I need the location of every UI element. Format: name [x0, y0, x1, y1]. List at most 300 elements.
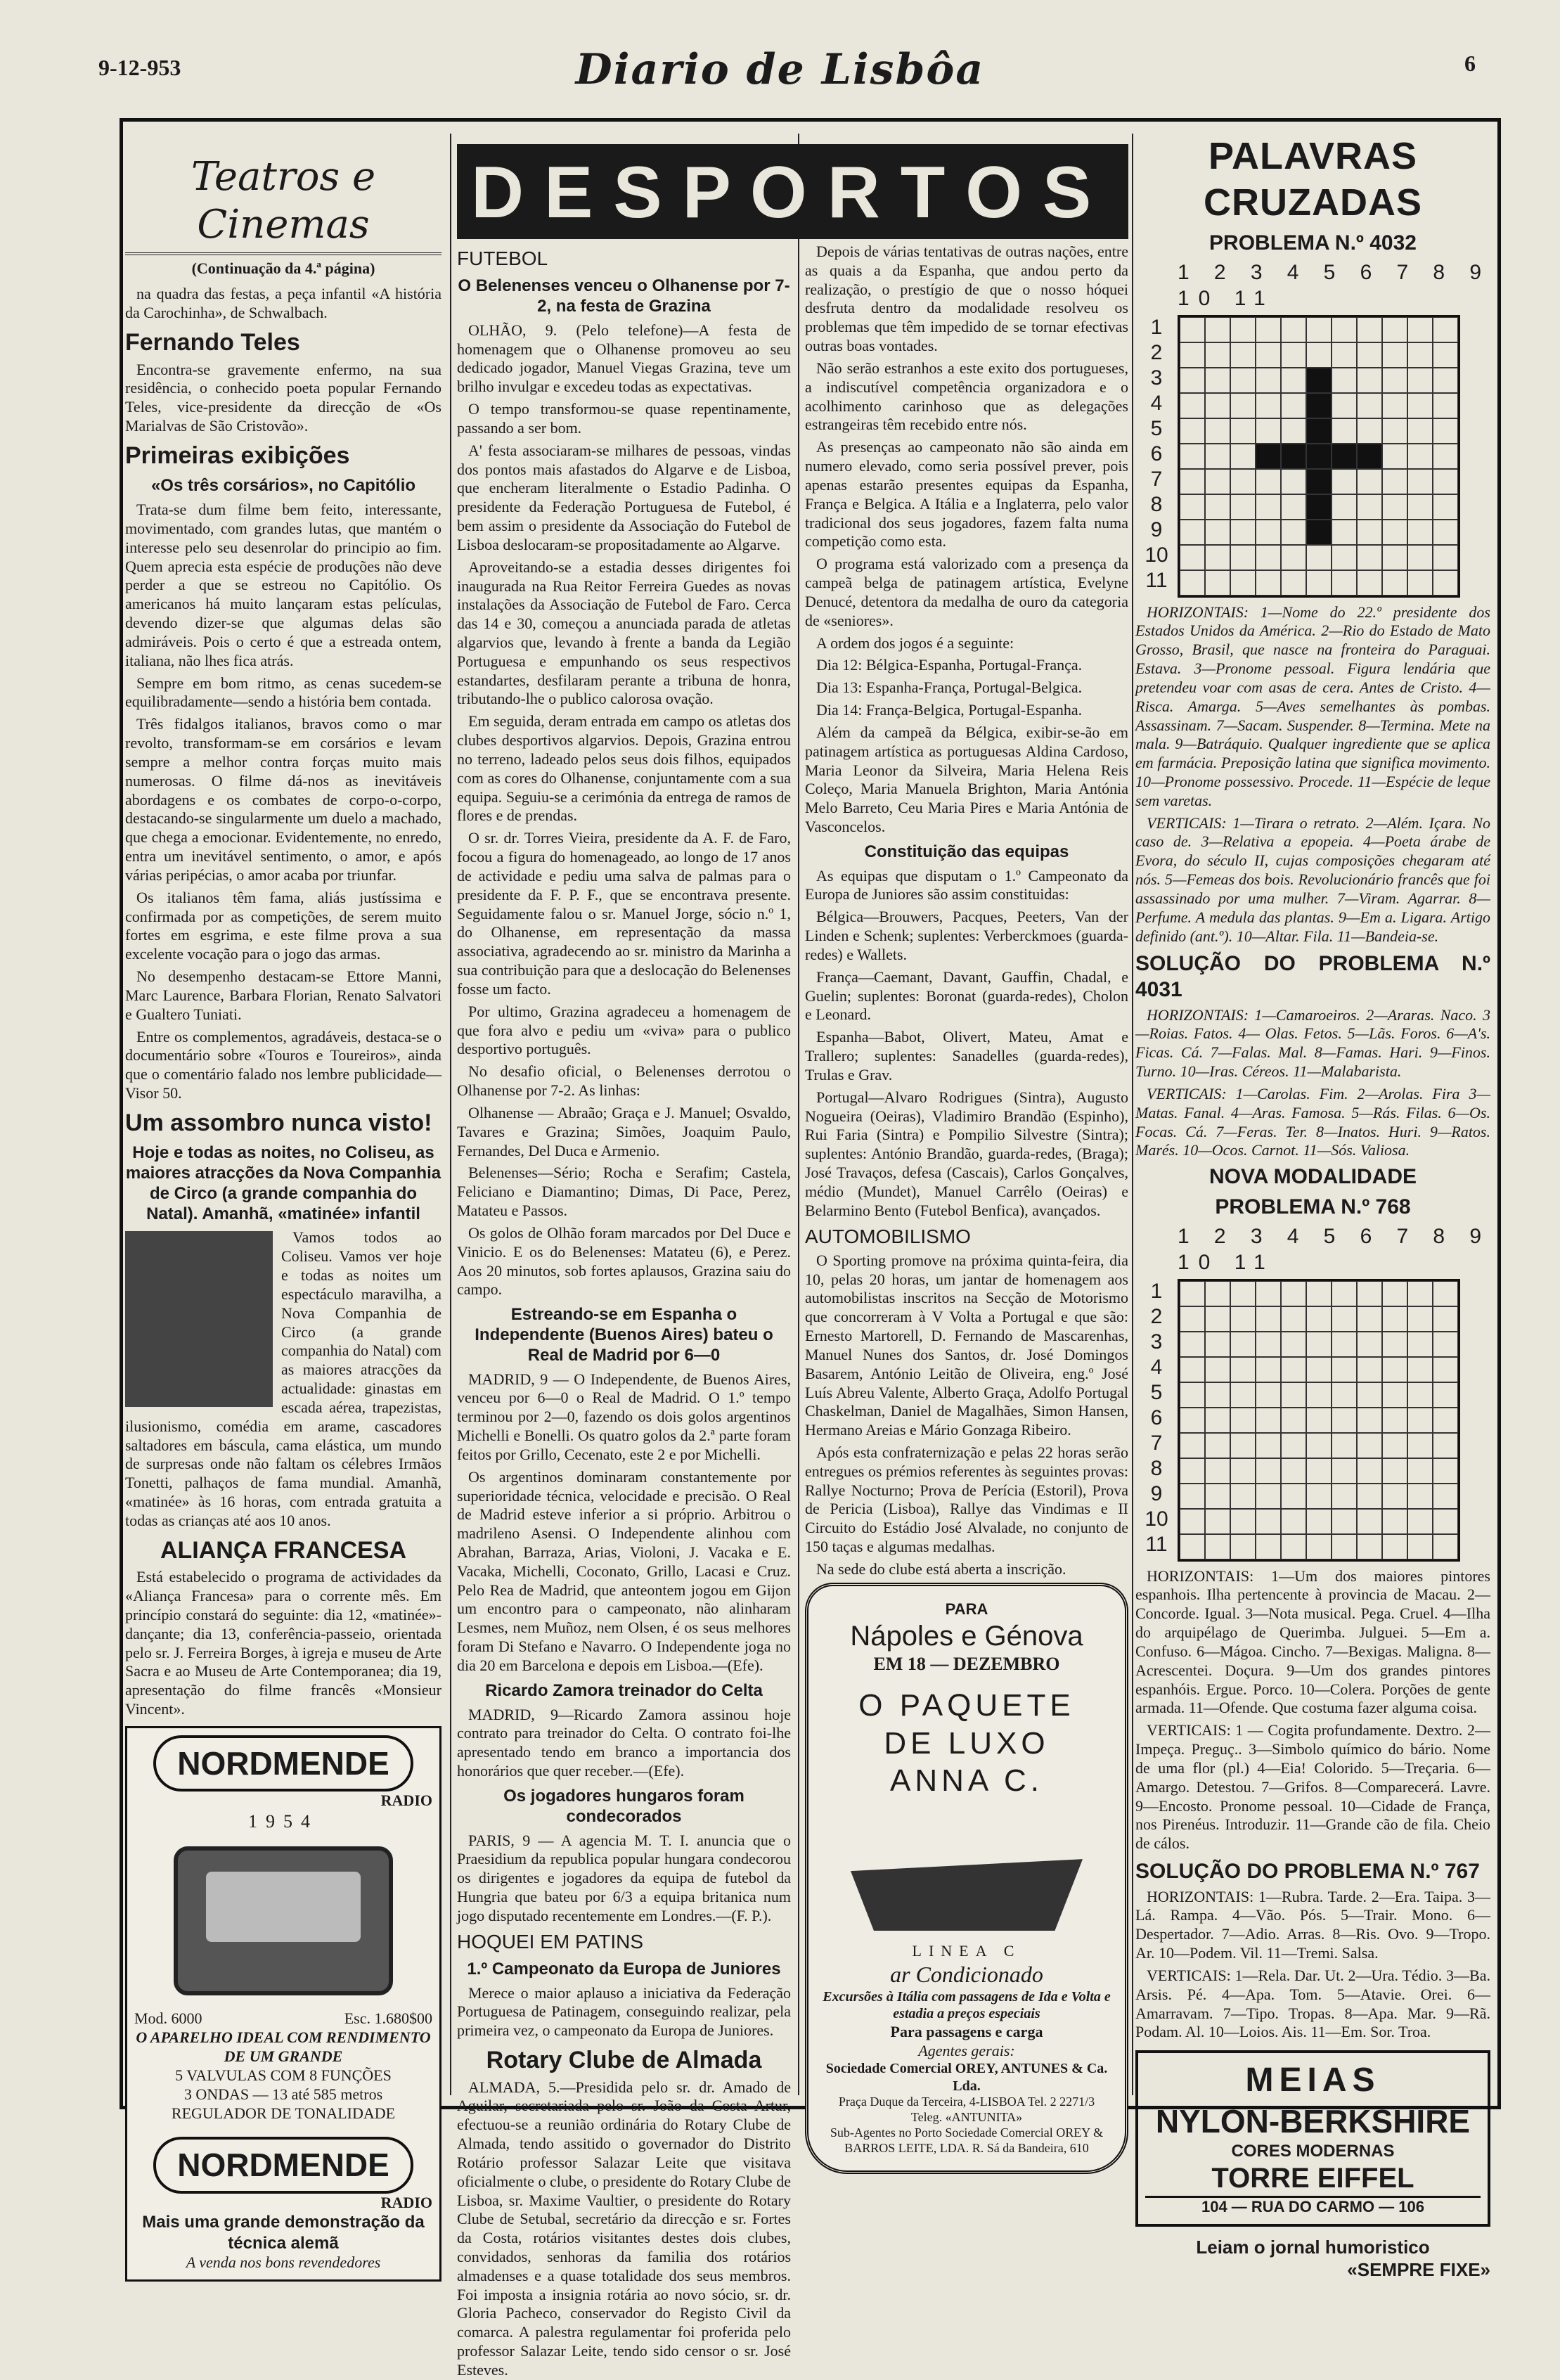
grid-row-number: 11	[1145, 568, 1168, 592]
grid-cell	[1180, 1433, 1205, 1458]
grid-cell	[1180, 393, 1205, 418]
grid-cell	[1281, 1382, 1306, 1408]
ad-text: DE LUXO	[884, 1725, 1050, 1761]
issue-date: 9-12-953	[98, 55, 181, 80]
anna-c-ad	[805, 1583, 1128, 2174]
grid-cell	[1433, 1408, 1458, 1433]
grid-cell	[1433, 570, 1458, 596]
footer-text: Leiam o jornal humoristico	[1196, 2236, 1430, 2258]
grid-cell	[1256, 1534, 1281, 1559]
grid-cell	[1357, 1458, 1382, 1484]
grid-cell	[1180, 1509, 1205, 1534]
grid-cell	[1433, 1382, 1458, 1408]
paragraph: Merece o maior aplauso a iniciativa da Federação Portuguesa de Patinagem, conseguindo realizar, pela primeira vez, o campeonato da Europa de Juniores.	[457, 1983, 791, 2040]
grid-cell	[1433, 469, 1458, 494]
grid-cell	[1382, 444, 1407, 469]
grid-cell	[1382, 1382, 1407, 1408]
grid-cell	[1357, 1382, 1382, 1408]
grid-cell	[1332, 418, 1357, 444]
grid-cell	[1332, 570, 1357, 596]
paragraph: O sr. dr. Torres Vieira, presidente da A. F. de Faro, focou a figura do homenageado, ao longo de 17 anos de actividade e pediu uma salva de palmas para o presidente da F. P. F., que se encontrava presente. Seguidamente falou o sr. Manuel Jorge, sócio n.º 1, do Olhanense, em representação da massa associativa, agradecendo ao sr. ministro da Marinha a sua contribuição para que a deslocação do Belenenses fosse um facto.	[457, 829, 791, 998]
grid-cell	[1357, 342, 1382, 368]
paragraph: Está estabelecido o programa de actividades da «Aliança Francesa» para o corrente mês. Em princípio constará do seguinte: dia 12, «matinée»-dançante; dia 13, conferência-passeio, orientada pelo sr. J. Ferreira Borges, à igreja e museu de Arte Sacra e ao Museu de Arte Contemporanea; dia 19, apresentação do filme francês «Monsieur Vincent».	[125, 1568, 441, 1718]
paragraph: Aproveitando-se a estadia desses dirigentes foi inaugurada na Rua Reitor Ferreira Guedes as novas instalações da Associação de Futebol de Faro. Cerca das 14 e 30, começou a anunciada parada de atletas algarvios que, levando à frente a banda da Legião Portuguesa e empunhando os seus respectivos estandartes, desfilaram perante a tribuna de honra, tributando-lhe o publico calorosa ovação.	[457, 558, 791, 708]
headline: O Belenenses venceu o Olhanense por 7-2, na festa de Grazina	[458, 276, 790, 316]
grid-cell	[1382, 1408, 1407, 1433]
grid-cell	[1180, 368, 1205, 393]
grid-row-numbers	[1135, 315, 1178, 593]
grid-cell	[1205, 1332, 1230, 1357]
ad-text: Praça Duque da Terceira, 4-LISBOA Tel. 2 2271/3 Teleg. «ANTUNITA»	[838, 2095, 1095, 2125]
grid-cell	[1382, 1281, 1407, 1306]
paragraph: Entre os complementos, agradáveis, destaca-se o documentário sobre «Touros e Toureiros», ainda que o comentário falado nos lembre publicidade—Visor 50.	[125, 1027, 441, 1102]
grid-cell	[1407, 545, 1433, 570]
grid-cell	[1433, 494, 1458, 520]
paragraph: Os argentinos dominaram constantemente por superioridade técnica, velocidade e precisão. O Real de Madrid esteve inferior a si próprio. Arbitrou o madrileno Asensi. O Independente alinhou com Abrahan, Barraza, Arias, Violoni, J. Vacaka e E. Vacaka, Michelli, Coconato, Grillo, Lacasi e Cruz. Pelo Rea de Madrid, que anteontem jogou em Gijon um encontro para o campeonato, não alinharam Lesmes, nem Muñoz, nem Olsen, é os seus melhores foram Di Stefano e Navarro. O Independente joga no dia 20 em Barcelona e depois em Lisboa.—(Efe).	[457, 1467, 791, 1674]
grid-cell	[1256, 418, 1281, 444]
ad-text: ar Condicionado	[890, 1961, 1043, 1987]
grid-cell	[1357, 1357, 1382, 1382]
paragraph: O tempo transformou-se quase repentinamente, passando a ser bom.	[457, 400, 791, 437]
grid-cell	[1332, 1357, 1357, 1382]
grid-row-numbers	[1135, 1279, 1178, 1557]
ad-text: CORES MODERNAS	[1231, 2141, 1395, 2161]
clues: VERTICAIS: 1 — Cogita profundamente. Dextro. 2—Impeça. Preguç.. 3—Simbolo químico do bário. Nome de uma flor (pl.) 4—Eia! Colorido. 5—Treçaria. 6—Amargo. Detestou. 7—Grifos. 8—Comparecerá. Lavre. 9—Encosto. Pronome pessoal. 10—Cidade de França, nos Pirenéus. Introduzir. 11—Grande cão de fila. Cheio de cálos.	[1135, 1721, 1490, 1853]
grid-cell	[1256, 317, 1281, 342]
grid-cell	[1357, 368, 1382, 393]
grid-cell	[1281, 545, 1306, 570]
grid-row-number: 7	[1150, 467, 1163, 491]
paragraph: Dia 13: Espanha-França, Portugal-Belgica.	[816, 678, 1083, 697]
banner-text: D E S P O R T O S	[471, 152, 1092, 233]
grid-cell	[1306, 570, 1332, 596]
grid-row-number: 10	[1145, 1507, 1168, 1531]
grid-cell	[1256, 1281, 1281, 1306]
crossword-grid-1	[1135, 315, 1490, 598]
section-label: FUTEBOL	[457, 247, 548, 269]
solution: VERTICAIS: 1—Rela. Dar. Ut. 2—Ura. Tédio. 3—Ba. Arsis. Pé. 4—Apa. Tom. 5—Atavie. Orei. 6—Amarravam. 7—Tipo. Tropas. 8—Apa. Mar. 9—Rã. Podam. Al. 10—Loios. Ais. 11—Em. Sor. Troa.	[1135, 1966, 1490, 2041]
grid-cell	[1256, 368, 1281, 393]
grid-row-number: 10	[1145, 543, 1168, 567]
grid-cell	[1180, 342, 1205, 368]
grid-cell	[1407, 520, 1433, 545]
paragraph: Espanha—Babot, Olivert, Mateu, Amat e Trallero; suplentes: Sanadelles (guarda-redes), Trulas e Grav.	[805, 1028, 1128, 1083]
grid-cell	[1357, 1306, 1382, 1332]
circus-photo	[125, 1231, 273, 1407]
grid-cell	[1407, 1458, 1433, 1484]
grid-cell	[1256, 1382, 1281, 1408]
grid-cell	[1433, 393, 1458, 418]
desportos-banner	[457, 144, 1128, 239]
grid-row-number: 3	[1150, 1330, 1163, 1353]
ad-text: 3 ONDAS — 13 até 585 metros	[183, 2085, 383, 2103]
paragraph: Após esta confraternização e pelas 22 horas serão entregues os prémios referentes às seguintes provas: Rallye Nocturno; Prova de Perícia (Estoril), Prova de Pericia (Lisboa), Rallye das Vindimas e II Circuito do Estádio José Alvalade, no conjunto de 150 taças e algumas medalhas.	[805, 1443, 1128, 1556]
ad-text: MEIAS	[1245, 2061, 1381, 2099]
grid-cell	[1357, 1534, 1382, 1559]
column-rule	[1132, 134, 1133, 2095]
grid-cell	[1281, 1306, 1306, 1332]
grid-cell	[1230, 494, 1256, 520]
headline: Ricardo Zamora treinador do Celta	[485, 1680, 763, 1700]
grid-cell	[1256, 1357, 1281, 1382]
grid-cell	[1205, 1458, 1230, 1484]
grid-cell	[1433, 1484, 1458, 1509]
ad-text: ANNA C.	[889, 1763, 1044, 1799]
grid-row-number: 1	[1150, 315, 1163, 339]
paragraph: Sempre em bom ritmo, as cenas sucedem-se equilibradamente—sendo a história bem contada.	[125, 674, 441, 711]
meias-ad	[1135, 2050, 1490, 2227]
grid-cell	[1306, 1484, 1332, 1509]
page-number: 6	[1464, 51, 1476, 76]
ad-text: LINEA C	[912, 1942, 1021, 1960]
grid-cell	[1256, 469, 1281, 494]
grid-cell	[1332, 1484, 1357, 1509]
ad-text: Nápoles e Génova	[850, 1620, 1083, 1652]
grid-cell	[1306, 1357, 1332, 1382]
subheadline: Hoje e todas as noites, no Coliseu, as maiores atracções da Nova Companhia de Circo (a grande companhia do Natal). Amanhã, «matinée» infantil	[125, 1143, 441, 1223]
grid-cell	[1407, 1534, 1433, 1559]
grid-cell	[1332, 1382, 1357, 1408]
grid-cell	[1180, 469, 1205, 494]
grid-cell	[1357, 444, 1382, 469]
grid-cell	[1382, 494, 1407, 520]
grid-cell	[1382, 1357, 1407, 1382]
paragraph: PARIS, 9 — A agencia M. T. I. anuncia que o Praesidium da republica popular hungara condecorou os dirigentes e jogadores da equipa de futebol da Hungria que bateu por 6/3 a equipa britanica num jogo disputado recentemente em Londres.—(F. P.).	[457, 1831, 791, 1924]
grid-row-number: 3	[1150, 366, 1163, 390]
grid-cell	[1357, 1484, 1382, 1509]
grid-cell	[1332, 1332, 1357, 1357]
grid-cell	[1230, 520, 1256, 545]
section-label: AUTOMOBILISMO	[805, 1225, 971, 1247]
ad-text: 104 — RUA DO CARMO — 106	[1145, 2196, 1481, 2217]
subheadline: «Os três corsários», no Capitólio	[150, 476, 416, 496]
grid-cell	[1281, 1534, 1306, 1559]
grid-column-numbers: 1 2 3 4 5 6 7 8 9 10 11	[1178, 261, 1490, 310]
grid-cell	[1205, 1484, 1230, 1509]
grid-cell	[1205, 1382, 1230, 1408]
grid-cell	[1256, 1484, 1281, 1509]
paragraph: Dia 12: Bélgica-Espanha, Portugal-França.	[816, 656, 1083, 674]
grid-cell	[1256, 570, 1281, 596]
crossword-grid-2	[1135, 1279, 1490, 1562]
grid-cell	[1306, 469, 1332, 494]
grid-cell	[1332, 317, 1357, 342]
grid-cell	[1433, 545, 1458, 570]
headline: Estreando-se em Espanha o Independente (Buenos Aires) bateu o Real de Madrid por 6—0	[475, 1305, 773, 1365]
paragraph: Olhanense — Abraão; Graça e J. Manuel; Osvaldo, Tavares e Grazina; Simões, Joaquim Paulo, Fernandes, Del Duca e Armenio.	[457, 1103, 791, 1159]
paragraph: No desafio oficial, o Belenenses derrotou o Olhanense por 7-2. As linhas:	[457, 1062, 791, 1100]
grid-cell	[1205, 1306, 1230, 1332]
grid-cell	[1230, 393, 1256, 418]
grid-cell	[1382, 1509, 1407, 1534]
paragraph: Na sede do clube está aberta a inscrição.	[816, 1559, 1066, 1578]
ad-text: REGULADOR DE TONALIDADE	[171, 2104, 396, 2122]
grid-cell	[1180, 1306, 1205, 1332]
grid-cell	[1382, 393, 1407, 418]
grid-cell	[1281, 1408, 1306, 1433]
grid-cell	[1256, 444, 1281, 469]
grid-cell	[1433, 418, 1458, 444]
grid-cell	[1230, 1382, 1256, 1408]
crossword-title: PALAVRAS CRUZADAS	[1204, 135, 1422, 224]
problem-number: PROBLEMA N.º 768	[1215, 1195, 1411, 1218]
grid-cell	[1306, 1433, 1332, 1458]
grid-cell	[1382, 1484, 1407, 1509]
grid-cell	[1281, 1509, 1306, 1534]
grid-cell	[1357, 393, 1382, 418]
grid-cell	[1230, 444, 1256, 469]
grid-cell	[1256, 1509, 1281, 1534]
grid-cell	[1357, 570, 1382, 596]
newspaper-title: Diario de Lisbôa	[575, 45, 985, 94]
paragraph: OLHÃO, 9. (Pelo telefone)—A festa de homenagem que o Olhanense promoveu ao seu dedicado jogador, Manuel Viegas Grazina, teve um brilho invulgar e excedeu todas as expectativas.	[457, 321, 791, 396]
grid-cell	[1205, 545, 1230, 570]
headline: Um assombro nunca visto!	[125, 1109, 432, 1136]
grid-cell	[1382, 1458, 1407, 1484]
grid-cell	[1306, 520, 1332, 545]
grid-cell	[1407, 1357, 1433, 1382]
paragraph: O programa está valorizado com a presença da campeã belga de patinagem artística, Evelyne Denucé, detentora da medalha de ouro da categoria de «seniores».	[805, 555, 1128, 629]
grid-cell	[1382, 368, 1407, 393]
grid-cell	[1306, 1382, 1332, 1408]
grid-cell	[1230, 1458, 1256, 1484]
grid-cell	[1407, 1332, 1433, 1357]
grid-cell	[1433, 520, 1458, 545]
grid-cell	[1230, 469, 1256, 494]
headline: ALIANÇA FRANCESA	[160, 1536, 407, 1564]
grid-cell	[1180, 444, 1205, 469]
grid-cell	[1357, 1408, 1382, 1433]
grid-cell	[1407, 1382, 1433, 1408]
ship-image	[851, 1811, 1083, 1931]
grid-cell	[1281, 1281, 1306, 1306]
grid-cell	[1230, 342, 1256, 368]
solution: HORIZONTAIS: 1—Camaroeiros. 2—Araras. Naco. 3—Roias. Fatos. 4— Olas. Fetos. 5—Lãs. Foros. 6—A's. Ficas. Cá. 7—Falas. Mal. 8—Famas. Hari. 9—Finos. Turno. 10—Iras. Céreos. 11—Malabarista.	[1135, 1005, 1490, 1081]
grid-cell	[1180, 545, 1205, 570]
grid-cell	[1332, 520, 1357, 545]
paragraph: Bélgica—Brouwers, Pacques, Peeters, Van der Linden e Schenk; suplentes: Verberckmoes (guarda-redes) e Wallets.	[805, 908, 1128, 963]
paragraph: Em seguida, deram entrada em campo os atletas dos clubes desportivos algarvios. Depois, Grazina entrou no terreno, ladeado pelos seus dois filhos, equipados com as cores do Olhanense, conjuntamente com a sua equipa. Seguiu-se a cerimónia da entrega de ramos de flores e de prendas.	[457, 712, 791, 825]
ad-text: Mod. 6000	[134, 2009, 202, 2028]
grid-cell	[1382, 1332, 1407, 1357]
paragraph: MADRID, 9 — O Independente, de Buenos Aires, venceu por 6—0 o Real de Madrid. O 1.º tempo terminou por 2—0, fazendo os dois golos argentinos Michelli e Bonelli. Os quatro golos da 2.ª parte foram feitos por Grillo, Cecenato, este 2 e por Michelli.	[457, 1370, 791, 1463]
paragraph: Encontra-se gravemente enfermo, na sua residência, o conhecido poeta popular Fernando Teles, vice-presidente da direcção de «Os Marialvas de São Cristovão».	[125, 360, 441, 435]
grid-cell	[1230, 1357, 1256, 1382]
grid-cell	[1407, 570, 1433, 596]
grid-cell	[1306, 317, 1332, 342]
grid-row-number: 2	[1150, 1304, 1163, 1328]
grid-cell	[1281, 317, 1306, 342]
grid-cell	[1281, 469, 1306, 494]
ad-text: PARA	[945, 1600, 988, 1618]
grid-cell	[1407, 1408, 1433, 1433]
grid-cell	[1332, 342, 1357, 368]
paragraph: Os golos de Olhão foram marcados por Del Duce e Vinicio. E os do Belenenses: Matateu (6), e Perez. Aos 20 minutos, sob fortes aplausos, Grazina saiu do campo.	[457, 1223, 791, 1299]
grid-cell	[1332, 1306, 1357, 1332]
paragraph: na quadra das festas, a peça infantil «A história da Carochinha», de Schwalbach.	[125, 285, 441, 322]
grid-row-number: 5	[1150, 1380, 1163, 1404]
grid-cell	[1281, 393, 1306, 418]
grid-cell	[1407, 342, 1433, 368]
grid-cell	[1306, 1408, 1332, 1433]
grid-cell	[1357, 1281, 1382, 1306]
ad-text: Esc. 1.680$00	[344, 2009, 432, 2028]
paragraph: A ordem dos jogos é a seguinte:	[816, 633, 1014, 652]
grid-cell	[1230, 1408, 1256, 1433]
grid-cell	[1407, 1306, 1433, 1332]
grid-cell	[1281, 368, 1306, 393]
ad-text: Sociedade Comercial OREY, ANTUNES & Ca. Lda.	[825, 2061, 1108, 2094]
grid-cell	[1306, 1281, 1332, 1306]
grid-cell	[1407, 1484, 1433, 1509]
grid-cell	[1205, 1408, 1230, 1433]
grid-cell	[1205, 1433, 1230, 1458]
grid-cell	[1205, 1534, 1230, 1559]
grid-cell	[1357, 418, 1382, 444]
teatros-heading: Teatros e Cinemas	[125, 153, 441, 255]
grid-cell	[1180, 1458, 1205, 1484]
grid-row-number: 9	[1150, 517, 1163, 541]
grid-cell	[1306, 1534, 1332, 1559]
grid-cell	[1306, 494, 1332, 520]
grid-cell	[1407, 494, 1433, 520]
grid-cell	[1306, 368, 1332, 393]
grid-cell	[1433, 1357, 1458, 1382]
grid-cell	[1433, 1433, 1458, 1458]
grid-cell	[1332, 1534, 1357, 1559]
grid-cell	[1230, 545, 1256, 570]
paragraph: Vamos todos ao Coliseu. Vamos ver hoje e todas as noites um espectáculo maravilha, a Nova Companhia de Circo (a grande companhia do Natal) com as maiores atracções da actualidade: ginastas em escada aérea, trapezistas, ilusionismo, comédia em arame, cascadores saltadores em báscula, cama elástica, um mundo de surpresas onde não faltam os célebres Irmãos Tonetti, palhaços de fama mundial. Amanhã, «matinée» às 16 horas, com entrada gratuita a todas as crianças até aos 10 anos.	[125, 1228, 441, 1529]
paragraph: A' festa associaram-se milhares de pessoas, vindas dos pontos mais afastados do Algarve e de Lisboa, que encheram literalmente o Estadio Padinha. O presidente da Federação Portuguesa de Futebol, é bem assim o presidente da Associação do Futebol de Lisboa deslocaram-se propositadamente ao Algarve.	[457, 441, 791, 553]
paragraph: Portugal—Alvaro Rodrigues (Sintra), Augusto Nogueira (Oeiras), Vladimiro Brandão (Espinho), Rui Faria (Sintra) e Pompilio Silvestre (Sintra); suplentes: António Brandão, guarda-redes, (Braga); José Travaços, defesa (Cascais), Carlos Gonçalves, médio (Mundet), Manuel Carrêlo (Oeiras) e Belarmino Bento (Futebol Benfica), avançados.	[805, 1088, 1128, 1219]
grid-cell	[1180, 1408, 1205, 1433]
ad-text: A venda nos bons revendedores	[186, 2253, 381, 2271]
headline: Constituição das equipas	[864, 842, 1069, 861]
grid-cell	[1382, 570, 1407, 596]
paragraph: Dia 14: França-Belgica, Portugal-Espanha.	[816, 701, 1083, 719]
grid-cell	[1407, 1433, 1433, 1458]
grid-cell	[1205, 418, 1230, 444]
grid-row-number: 6	[1150, 1406, 1163, 1429]
continuation-note: (Continuação da 4.ª página)	[191, 259, 375, 277]
grid-row-number: 11	[1145, 1532, 1168, 1556]
grid-cell	[1256, 1408, 1281, 1433]
grid-cell	[1357, 469, 1382, 494]
grid-cell	[1332, 1281, 1357, 1306]
grid-cell	[1357, 1332, 1382, 1357]
grid-cell	[1382, 418, 1407, 444]
paragraph: França—Caemant, Davant, Gauffin, Chadal, e Guelin; suplentes: Boronat (guarda-redes), Cholon e Leonard.	[805, 967, 1128, 1024]
teatros-column	[125, 134, 441, 2271]
clues: HORIZONTAIS: 1—Nome do 22.º presidente dos Estados Unidos da América. 2—Rio do Estado de Mato Grosso, Brasil, que nasce na fronteira do Paraguai. Estava. 3—Pronome pessoal. Figura lendária que pretendeu voar com asas de cera. Antes de Cristo. 4—Risca. Amarga. 5—Aves semelhantes às pombas. Assassinam. 7—Sacam. Suspender. 8—Termina. Mete na mala. 9—Batráquio. Qualquer ingrediente que se aplica em farmácia. Preposição latina que significa movimento. 10—Pronome possessivo. Procede. 11—Espécie de leque sem varetas.	[1135, 603, 1490, 809]
ad-text: 5 VALVULAS COM 8 FUNÇÕES	[175, 2066, 392, 2084]
grid-row-number: 4	[1150, 391, 1163, 415]
solution: HORIZONTAIS: 1—Rubra. Tarde. 2—Era. Taipa. 3—Lá. Rampa. 4—Vão. Pós. 5—Trair. Mono. 6—Despertador. 7—Adio. Arras. 8—Ris. Ovo. 9—Tropo. Ar. 10—Podem. Vil. 11—Tremi. Salsa.	[1135, 1887, 1490, 1962]
grid-cell	[1332, 368, 1357, 393]
ad-text: EM 18 — DEZEMBRO	[873, 1654, 1060, 1675]
ad-text: RADIO	[380, 1791, 432, 1809]
ad-text: Sub-Agentes no Porto Sociedade Comercial OREY & BARROS LEITE, LDA. R. Sá da Bandeira, 610	[830, 2125, 1104, 2156]
grid-cell	[1433, 1458, 1458, 1484]
grid-cell	[1332, 1458, 1357, 1484]
grid-cell	[1180, 1382, 1205, 1408]
grid-cell	[1205, 1357, 1230, 1382]
section-label: HOQUEI EM PATINS	[457, 1930, 643, 1953]
grid-cell	[1230, 317, 1256, 342]
grid-cell	[1281, 1433, 1306, 1458]
paragraph: ALMADA, 5.—Presidida pelo sr. dr. Amado de Aguilar, secretariada pelo sr. João da Costa Artur, efectuou-se a reunião ordinária do Rotary Clube de Almada, tendo assitido o governador do Distrito Rotário professor Salazar Leite que visitava oficialmente o clube, o presidente do Rotary Clube de Lisboa, sr. Maxime Vaultier, o presidente do Rotary Clube de Setubal, secretário da direcção e sr. Fortes da Costa, rotários visitantes destes dois clubes, convidados, senhoras da familia dos rotários almadenses e a quase totalidade dos seus membros. Foi imposta a insignia rotária ao novo sócio, sr. dr. Gloria Pacheco, conservador do Registo Civil da comarca. A palestra regulamentar foi proferida pelo professor Salazar Leite, tendo sido censor o sr. José Esteves.	[457, 2078, 791, 2379]
grid-row-number: 6	[1150, 442, 1163, 465]
clues: VERTICAIS: 1—Tirara o retrato. 2—Além. Içara. No caso de. 3—Relativa a epopeia. 4—Poeta árabe de Evora, do século II, cujas composições chegaram até nós. 5—Femeas dos bois. Revolucionário francês que foi assassinado por uma mulher. 7—Viram. Agarrar. 8—Perfume. A medula das plantas. 9—Em a. Ligara. Artigo definido (ant.º). 10—Altar. Fila. 11—Bandeia-se.	[1135, 813, 1490, 945]
grid-cell	[1281, 520, 1306, 545]
grid-cell	[1407, 368, 1433, 393]
grid-cell	[1180, 1332, 1205, 1357]
masthead	[0, 0, 1560, 120]
grid-cell	[1281, 1458, 1306, 1484]
grid-cell	[1205, 520, 1230, 545]
grid-cell	[1180, 1281, 1205, 1306]
grid-cell	[1433, 444, 1458, 469]
ad-text: Excursões à Itália com passagens de Ida e Volta e estadia a preços especiais	[823, 1989, 1111, 2022]
grid-cell	[1230, 1534, 1256, 1559]
grid-cell	[1332, 494, 1357, 520]
grid-cell	[1205, 1509, 1230, 1534]
grid-cell	[1281, 570, 1306, 596]
ad-text: Agentes gerais:	[918, 2041, 1015, 2059]
grid-cell	[1357, 1433, 1382, 1458]
grid-cell	[1332, 1408, 1357, 1433]
grid-cell	[1180, 418, 1205, 444]
paragraph: Depois de várias tentativas de outras nações, entre as quais a da Espanha, que andou perto da realização, o prestígio de que o nosso hóquei desfruta dentro da modalidade resolveu os problemas que têm impedido de se tornar efectivas outras boas vontades.	[805, 243, 1128, 355]
grid-cell	[1433, 1534, 1458, 1559]
section-label: NOVA MODALIDADE	[1209, 1165, 1417, 1189]
grid-cell	[1205, 393, 1230, 418]
grid-cell	[1357, 317, 1382, 342]
paragraph: Os italianos têm fama, aliás justíssima e confirmada por as competições, de serem muito fortes em esgrima, e este filme prova a sua excelente vocação para o jogo das armas.	[125, 888, 441, 963]
paragraph: MADRID, 9—Ricardo Zamora assinou hoje contrato para treinador do Celta. O contrato foi-lhe apresentado tendo em branco a importancia dos honorários que quer receber.—(Efe).	[457, 1705, 791, 1780]
grid-cell	[1357, 1509, 1382, 1534]
grid-cell	[1382, 1534, 1407, 1559]
grid-cell	[1230, 1281, 1256, 1306]
grid-cell	[1332, 1433, 1357, 1458]
grid-cell	[1230, 1306, 1256, 1332]
ad-text: RADIO	[380, 2193, 432, 2211]
grid-cell	[1306, 545, 1332, 570]
grid-cell	[1433, 1281, 1458, 1306]
grid-cell	[1180, 570, 1205, 596]
paragraph: No desempenho destacam-se Ettore Manni, Marc Laurence, Barbara Florian, Renato Salvatori e Gualtero Tuniati.	[125, 967, 441, 1023]
grid-cell	[1306, 1306, 1332, 1332]
grid-cell	[1332, 444, 1357, 469]
grid-cell	[1407, 469, 1433, 494]
grid-cell	[1407, 317, 1433, 342]
grid-cell	[1306, 418, 1332, 444]
grid-cell	[1230, 1332, 1256, 1357]
grid-cell	[1382, 545, 1407, 570]
grid-cell	[1357, 545, 1382, 570]
grid-cell	[1407, 1509, 1433, 1534]
grid-row-number: 9	[1150, 1481, 1163, 1505]
grid-cell	[1433, 317, 1458, 342]
paragraph: Por ultimo, Grazina agradeceu a homenagem de que fora alvo e pediu um «viva» para o publico desportivo português.	[457, 1002, 791, 1058]
grid-cell	[1382, 520, 1407, 545]
grid-cell	[1256, 1458, 1281, 1484]
grid-cell	[1281, 494, 1306, 520]
column-rule	[450, 134, 451, 2095]
crossword-column	[1135, 134, 1490, 2280]
desporto-column-2	[805, 243, 1128, 2156]
ad-text: NYLON-BERKSHIRE	[1155, 2102, 1471, 2140]
